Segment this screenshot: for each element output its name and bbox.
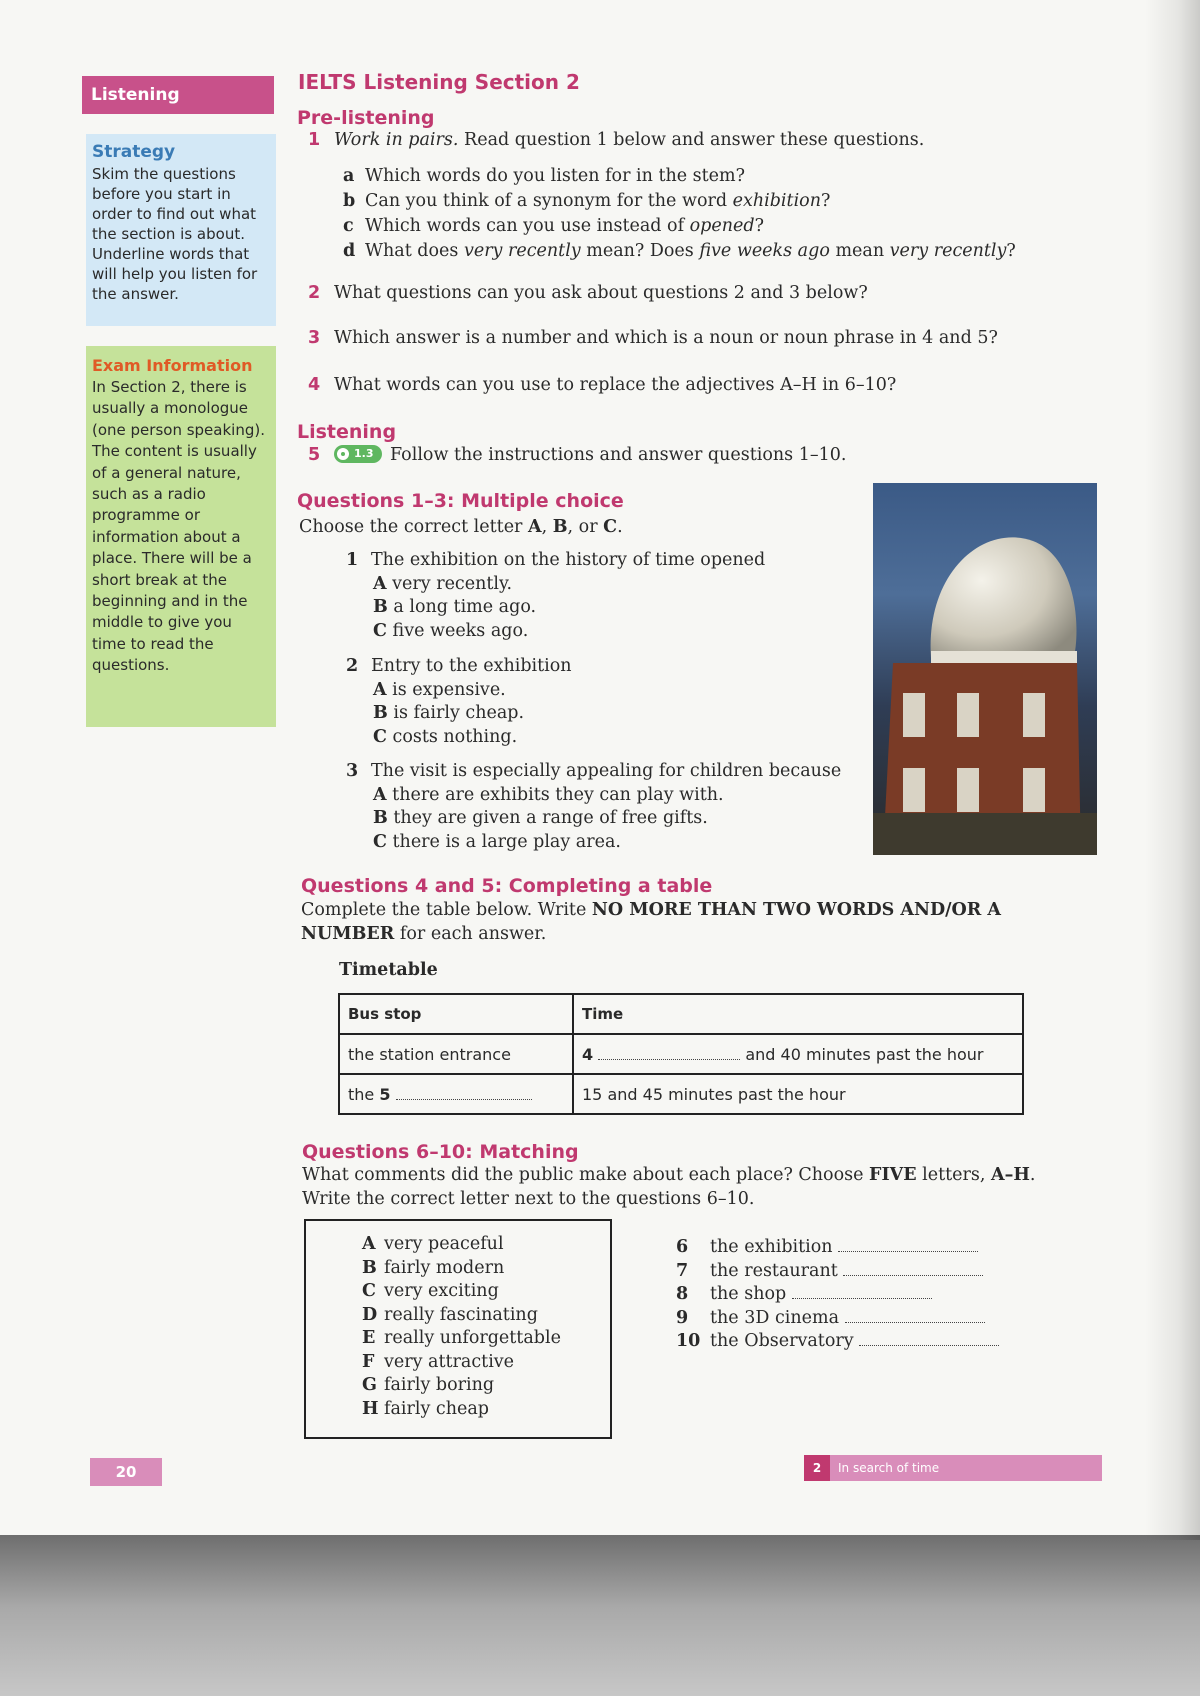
ground [873,813,1097,855]
exercise-4: 4 What words can you use to replace the adjectives A–H in 6–10? [308,375,897,395]
exercise-3: 3 Which answer is a number and which is a noun or noun phrase in 4 and 5? [308,328,998,348]
unit-number: 2 [804,1455,830,1481]
matching-question: 10 the Observatory [676,1330,999,1354]
answer-blank[interactable] [845,1308,985,1323]
exercise-number: 1 [308,130,321,150]
table-cell: the station entrance [339,1034,573,1074]
column-header: Bus stop [339,994,573,1034]
strategy-text: Skim the questions before you start in order to find out what the section is about. Underline words that will help you listen for the answer. [92,165,258,303]
mcq-option[interactable]: C five weeks ago. [373,620,529,641]
window [957,768,979,812]
mcq-option[interactable]: B they are given a range of free gifts. [373,808,708,828]
window [1023,768,1045,812]
sub-question-d: d What does very recently mean? Does five weeks ago mean very recently? [343,241,1016,261]
observatory-illustration [873,483,1097,855]
timetable [338,993,1024,1115]
unit-title: In search of time [838,1461,940,1475]
dome-shape [931,537,1077,661]
table-cell: the 5 [339,1074,573,1114]
strategy-title: Strategy [92,142,176,162]
exercise-1 [308,128,924,152]
mcq-option[interactable]: C costs nothing. [373,726,518,747]
matching-heading: Questions 6–10: Matching [302,1141,579,1163]
matching-question: 7 the restaurant [676,1260,999,1284]
table-title: Timetable [339,960,438,980]
exercise-5: 5 1.3 Follow the instructions and answer questions 1–10. [308,445,847,465]
table-cell: 4 and 40 minutes past the hour [573,1034,1023,1074]
sub-question-c: c Which words can you use instead of opened? [343,216,764,236]
mcq-option[interactable]: A there are exhibits they can play with. [373,784,724,805]
exercise-lead: Work in pairs. [334,130,459,150]
page-number: 20 [90,1458,162,1486]
adjective-option: D really fascinating [362,1304,538,1325]
mcq-question-3: 3 The visit is especially appealing for children because A there are exhibits they can play with. B they are given a range of free gifts. C there is a large play area. [346,760,841,854]
answer-blank[interactable] [843,1261,983,1276]
matching-question: 9 the 3D cinema [676,1307,999,1331]
window [903,693,925,737]
prelistening-heading: Pre-listening [297,107,435,129]
adjective-option: C very exciting [362,1281,499,1301]
exercise-2: 2 What questions can you ask about questions 2 and 3 below? [308,283,868,303]
adjective-option: H fairly cheap [362,1398,489,1419]
answer-blank-5[interactable] [396,1085,532,1100]
table-instructions: Complete the table below. Write NO MORE THAN TWO WORDS AND/OR A NUMBER for each answer. [301,900,1001,944]
table-header-row [339,994,1023,1034]
matching-question: 6 the exhibition [676,1236,999,1260]
mcq-option[interactable]: A is expensive. [373,679,506,700]
window [1023,693,1045,737]
exam-information-text: In Section 2, there is usually a monologue (one person speaking). The content is usually of a general nature, such as a radio programme or information about a place. There will be a short break at the beginning and in the middle to give you time to read the questions. [92,378,265,675]
mcq-instructions: Choose the correct letter A, B, or C. [299,517,623,537]
answer-blank[interactable] [838,1237,978,1252]
table-heading: Questions 4 and 5: Completing a table [301,875,713,897]
matching-question: 8 the shop [676,1283,999,1307]
adjective-option: A very peaceful [362,1234,504,1254]
answer-blank[interactable] [859,1331,999,1346]
exam-information-box [86,346,276,727]
prelistening-subquestions [343,164,1016,264]
mcq-option[interactable]: A very recently. [373,573,513,594]
mcq-question-1: 1 The exhibition on the history of time opened A very recently. B a long time ago. C five weeks ago. [346,549,765,643]
sub-question-a: a Which words do you listen for in the stem? [343,166,746,186]
adjective-option: E really unforgettable [362,1328,561,1348]
adjective-option: G fairly boring [362,1375,495,1395]
adjective-option: F very attractive [362,1351,515,1372]
observatory-photo [873,483,1097,855]
sub-question-b: b Can you think of a synonym for the word exhibition? [343,191,831,211]
adjective-options-box [304,1219,612,1439]
table-row [339,1074,1023,1114]
window [903,768,925,812]
answer-blank-4[interactable] [598,1045,740,1060]
mcq-option[interactable]: C there is a large play area. [373,831,621,852]
page-title: IELTS Listening Section 2 [298,70,580,94]
mcq-heading: Questions 1–3: Multiple choice [297,490,624,512]
exam-information-title: Exam Information [92,356,253,375]
matching-questions [676,1236,999,1354]
exercise-text: Read question 1 below and answer these questions. [464,130,925,150]
mcq-option[interactable]: B is fairly cheap. [373,703,525,723]
section-tab: Listening [82,76,274,114]
mcq-question-2: 2 Entry to the exhibition A is expensive. B is fairly cheap. C costs nothing. [346,655,572,749]
mcq-option[interactable]: B a long time ago. [373,597,537,617]
table-row [339,1034,1023,1074]
spine-shadow [1145,0,1200,1540]
column-header: Time [573,994,1023,1034]
unit-footer [804,1455,1102,1481]
page-bottom-shadow [0,1535,1200,1696]
adjective-option: B fairly modern [362,1257,505,1278]
matching-instructions: What comments did the public make about each place? Choose FIVE letters, A–H. Write the correct letter next to the questions 6–10. [302,1165,1036,1209]
listening-heading: Listening [297,421,397,443]
window [957,693,979,737]
answer-blank[interactable] [792,1284,932,1299]
table-cell: 15 and 45 minutes past the hour [573,1074,1023,1114]
audio-cd-icon[interactable]: 1.3 [334,445,382,463]
strategy-box [86,134,276,326]
